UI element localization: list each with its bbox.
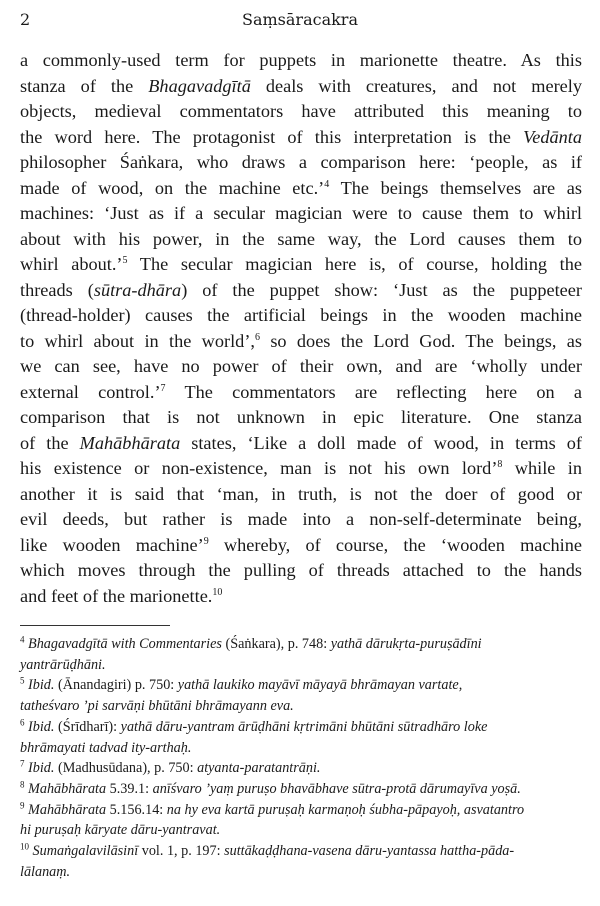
text-line <box>20 227 582 253</box>
text-line <box>20 584 582 610</box>
italic-text: yathā dāru-yantram ārūḍhāni kṛtrimāni bhūtāni sūtradhāro loke <box>120 718 488 735</box>
page-number: 2 <box>20 10 31 29</box>
text-run: objects, medieval commentators have attributed this meaning to <box>20 101 582 121</box>
text-run: The beings themselves are as <box>329 177 583 198</box>
text-line <box>20 74 582 100</box>
footnote-marker: 8 <box>20 779 25 790</box>
text-line <box>20 252 582 278</box>
italic-text: yathā dārukṛta-puruṣādīni <box>330 636 482 652</box>
footnote-marker: 5 <box>20 675 25 686</box>
italic-text: atyanta-paratantrāṇi. <box>197 760 321 777</box>
footnote-marker: 9 <box>20 799 25 810</box>
text-line <box>20 329 582 355</box>
footnote <box>20 841 582 882</box>
footnote-line <box>20 862 582 883</box>
text-run: external control.’ <box>20 381 161 402</box>
text-line <box>20 533 582 559</box>
footnote-line <box>20 779 582 800</box>
footnote <box>20 758 582 779</box>
text-run: vol. 1, p. 197: <box>138 843 225 860</box>
text-run: The secular magician here is, of course, holding the <box>127 254 582 274</box>
italic-text: suttākaḍḍhana-vasena dāru-yantassa hattha-pāda- <box>224 843 515 860</box>
footnote-marker: 4 <box>20 634 25 645</box>
footnote-marker: 9 <box>203 535 209 547</box>
italic-text: anīśvaro ’yaṃ puruṣo bhavābhave sūtra-protā dārumayīva yoṣā. <box>152 780 521 797</box>
text-line <box>20 125 582 151</box>
text-run: states, ‘Like a doll made of wood, in terms of <box>180 432 583 453</box>
text-line <box>20 482 582 508</box>
italic-text: bhrāmayati tadvad ity-arthaḥ. <box>20 739 192 756</box>
italic-text: Mahābhārata <box>28 780 107 797</box>
footnote-line <box>20 841 582 862</box>
italic-text: Mahābhārata <box>79 432 181 453</box>
text-run: of the <box>20 432 80 453</box>
text-line <box>20 507 582 533</box>
text-run: to whirl about in the world’, <box>20 330 255 351</box>
footnote <box>20 717 582 758</box>
footnote <box>20 675 582 716</box>
text-line <box>20 48 582 74</box>
text-run: and feet of the marionette. <box>20 585 213 606</box>
footnote-line <box>20 820 582 841</box>
running-title: Saṃsāracakra <box>242 10 358 29</box>
italic-text: lālanaṃ. <box>20 863 71 880</box>
italic-text: yathā laukiko mayāvī māyayā bhrāmayan vartate, <box>177 677 463 694</box>
main-text <box>20 48 582 609</box>
italic-text: yantrārūḍhāni. <box>20 656 106 673</box>
italic-text: hi puruṣaḥ kāryate dāru-yantravat. <box>20 822 221 839</box>
text-run: whereby, of course, the ‘wooden machine <box>208 534 582 555</box>
text-line <box>20 380 582 406</box>
italic-text: sūtra-dhāra <box>93 279 182 300</box>
text-run: (thread-holder) causes the artificial beings in the wooden machine <box>20 305 582 325</box>
italic-text: Mahābhārata <box>28 801 107 818</box>
text-run: we can see, have no power of their own, and are ‘wholly under <box>20 356 582 376</box>
running-header <box>20 8 580 34</box>
italic-text: Bhagavadgītā with Commentaries <box>28 636 222 652</box>
footnote-line <box>20 758 582 779</box>
footnote-line <box>20 696 582 717</box>
text-line <box>20 354 582 380</box>
footnote <box>20 634 582 675</box>
text-run: (Śaṅkara), p. 748: <box>221 636 331 652</box>
text-line <box>20 456 582 482</box>
text-line <box>20 201 582 227</box>
text-run: stanza of the <box>20 75 149 96</box>
footnote-marker: 10 <box>20 841 29 852</box>
text-run: evil deeds, but rather is made into a non-self-determinate being, <box>20 509 582 529</box>
italic-text: Ibid. <box>28 760 55 777</box>
text-run: 5.39.1: <box>106 780 153 797</box>
text-line <box>20 558 582 584</box>
italic-text: tatheśvaro ’pi sarvāṇi bhūtāni bhrāmayann eva. <box>20 698 294 715</box>
text-run: another it is said that ‘man, in truth, is not the doer of good or <box>20 483 582 504</box>
text-run: like wooden machine’ <box>20 534 204 555</box>
footnote-marker: 10 <box>212 586 223 598</box>
footnote-marker: 6 <box>20 717 25 728</box>
footnote-line <box>20 675 582 696</box>
footnote-line <box>20 655 582 676</box>
footnote-marker: 4 <box>324 178 330 190</box>
text-run: whirl about.’ <box>20 254 123 274</box>
text-line <box>20 405 582 431</box>
footnote <box>20 779 582 800</box>
italic-text: Ibid. <box>28 718 55 735</box>
footnotes <box>20 634 582 882</box>
italic-text: na hy eva kartā puruṣaḥ karmaṇoḥ śubha-pāpayoḥ, asvatantro <box>166 801 525 818</box>
text-run: deals with creatures, and not merely <box>250 75 582 96</box>
text-run: threads ( <box>20 279 94 300</box>
text-run: The commentators are reflecting here on a <box>165 381 582 402</box>
text-run: (Madhusūdana), p. 750: <box>54 760 198 777</box>
text-run: made of wood, on the machine etc.’ <box>20 177 325 198</box>
text-line <box>20 99 582 125</box>
text-run: his existence or non-existence, man is not his own lord’ <box>20 458 498 478</box>
text-line <box>20 150 582 176</box>
italic-text: Vedānta <box>523 126 582 147</box>
footnote-line <box>20 800 582 821</box>
text-run: machines: ‘Just as if a secular magician were to cause them to whirl <box>20 203 582 223</box>
footnote-line <box>20 717 582 738</box>
footnote-marker: 7 <box>20 758 25 769</box>
text-run: (Ānandagiri) p. 750: <box>54 677 178 694</box>
footnote-line <box>20 634 582 655</box>
text-run: about with his power, in the same way, the Lord causes them to <box>20 228 582 249</box>
footnote <box>20 800 582 841</box>
text-run: ) of the puppet show: ‘Just as the puppeteer <box>181 279 582 300</box>
footnote-marker: 5 <box>122 254 128 266</box>
italic-text: Bhagavadgītā <box>148 75 251 96</box>
text-line <box>20 176 582 202</box>
text-run: a commonly-used term for puppets in marionette theatre. As this <box>20 50 582 70</box>
text-run: philosopher Śaṅkara, who draws a comparison here: ‘people, as if <box>20 152 582 172</box>
text-run: comparison that is not unknown in epic literature. One stanza <box>20 407 582 427</box>
italic-text: Ibid. <box>28 677 55 694</box>
text-run: so does the Lord God. The beings, as <box>259 330 582 351</box>
text-run: which moves through the pulling of threads attached to the hands <box>20 560 582 580</box>
text-run: 5.156.14: <box>106 801 167 818</box>
text-line <box>20 278 582 304</box>
text-line <box>20 303 582 329</box>
text-run: (Śrīdharī): <box>54 718 121 735</box>
footnote-rule <box>20 625 170 626</box>
footnote-marker: 7 <box>160 382 166 394</box>
text-run: while in <box>502 458 582 478</box>
footnote-marker: 8 <box>497 458 503 470</box>
italic-text: Sumaṅgalavilāsinī <box>32 843 139 860</box>
footnote-line <box>20 738 582 759</box>
footnote-marker: 6 <box>254 331 260 343</box>
text-line <box>20 431 582 457</box>
text-run: the word here. The protagonist of this interpretation is the <box>20 126 524 147</box>
